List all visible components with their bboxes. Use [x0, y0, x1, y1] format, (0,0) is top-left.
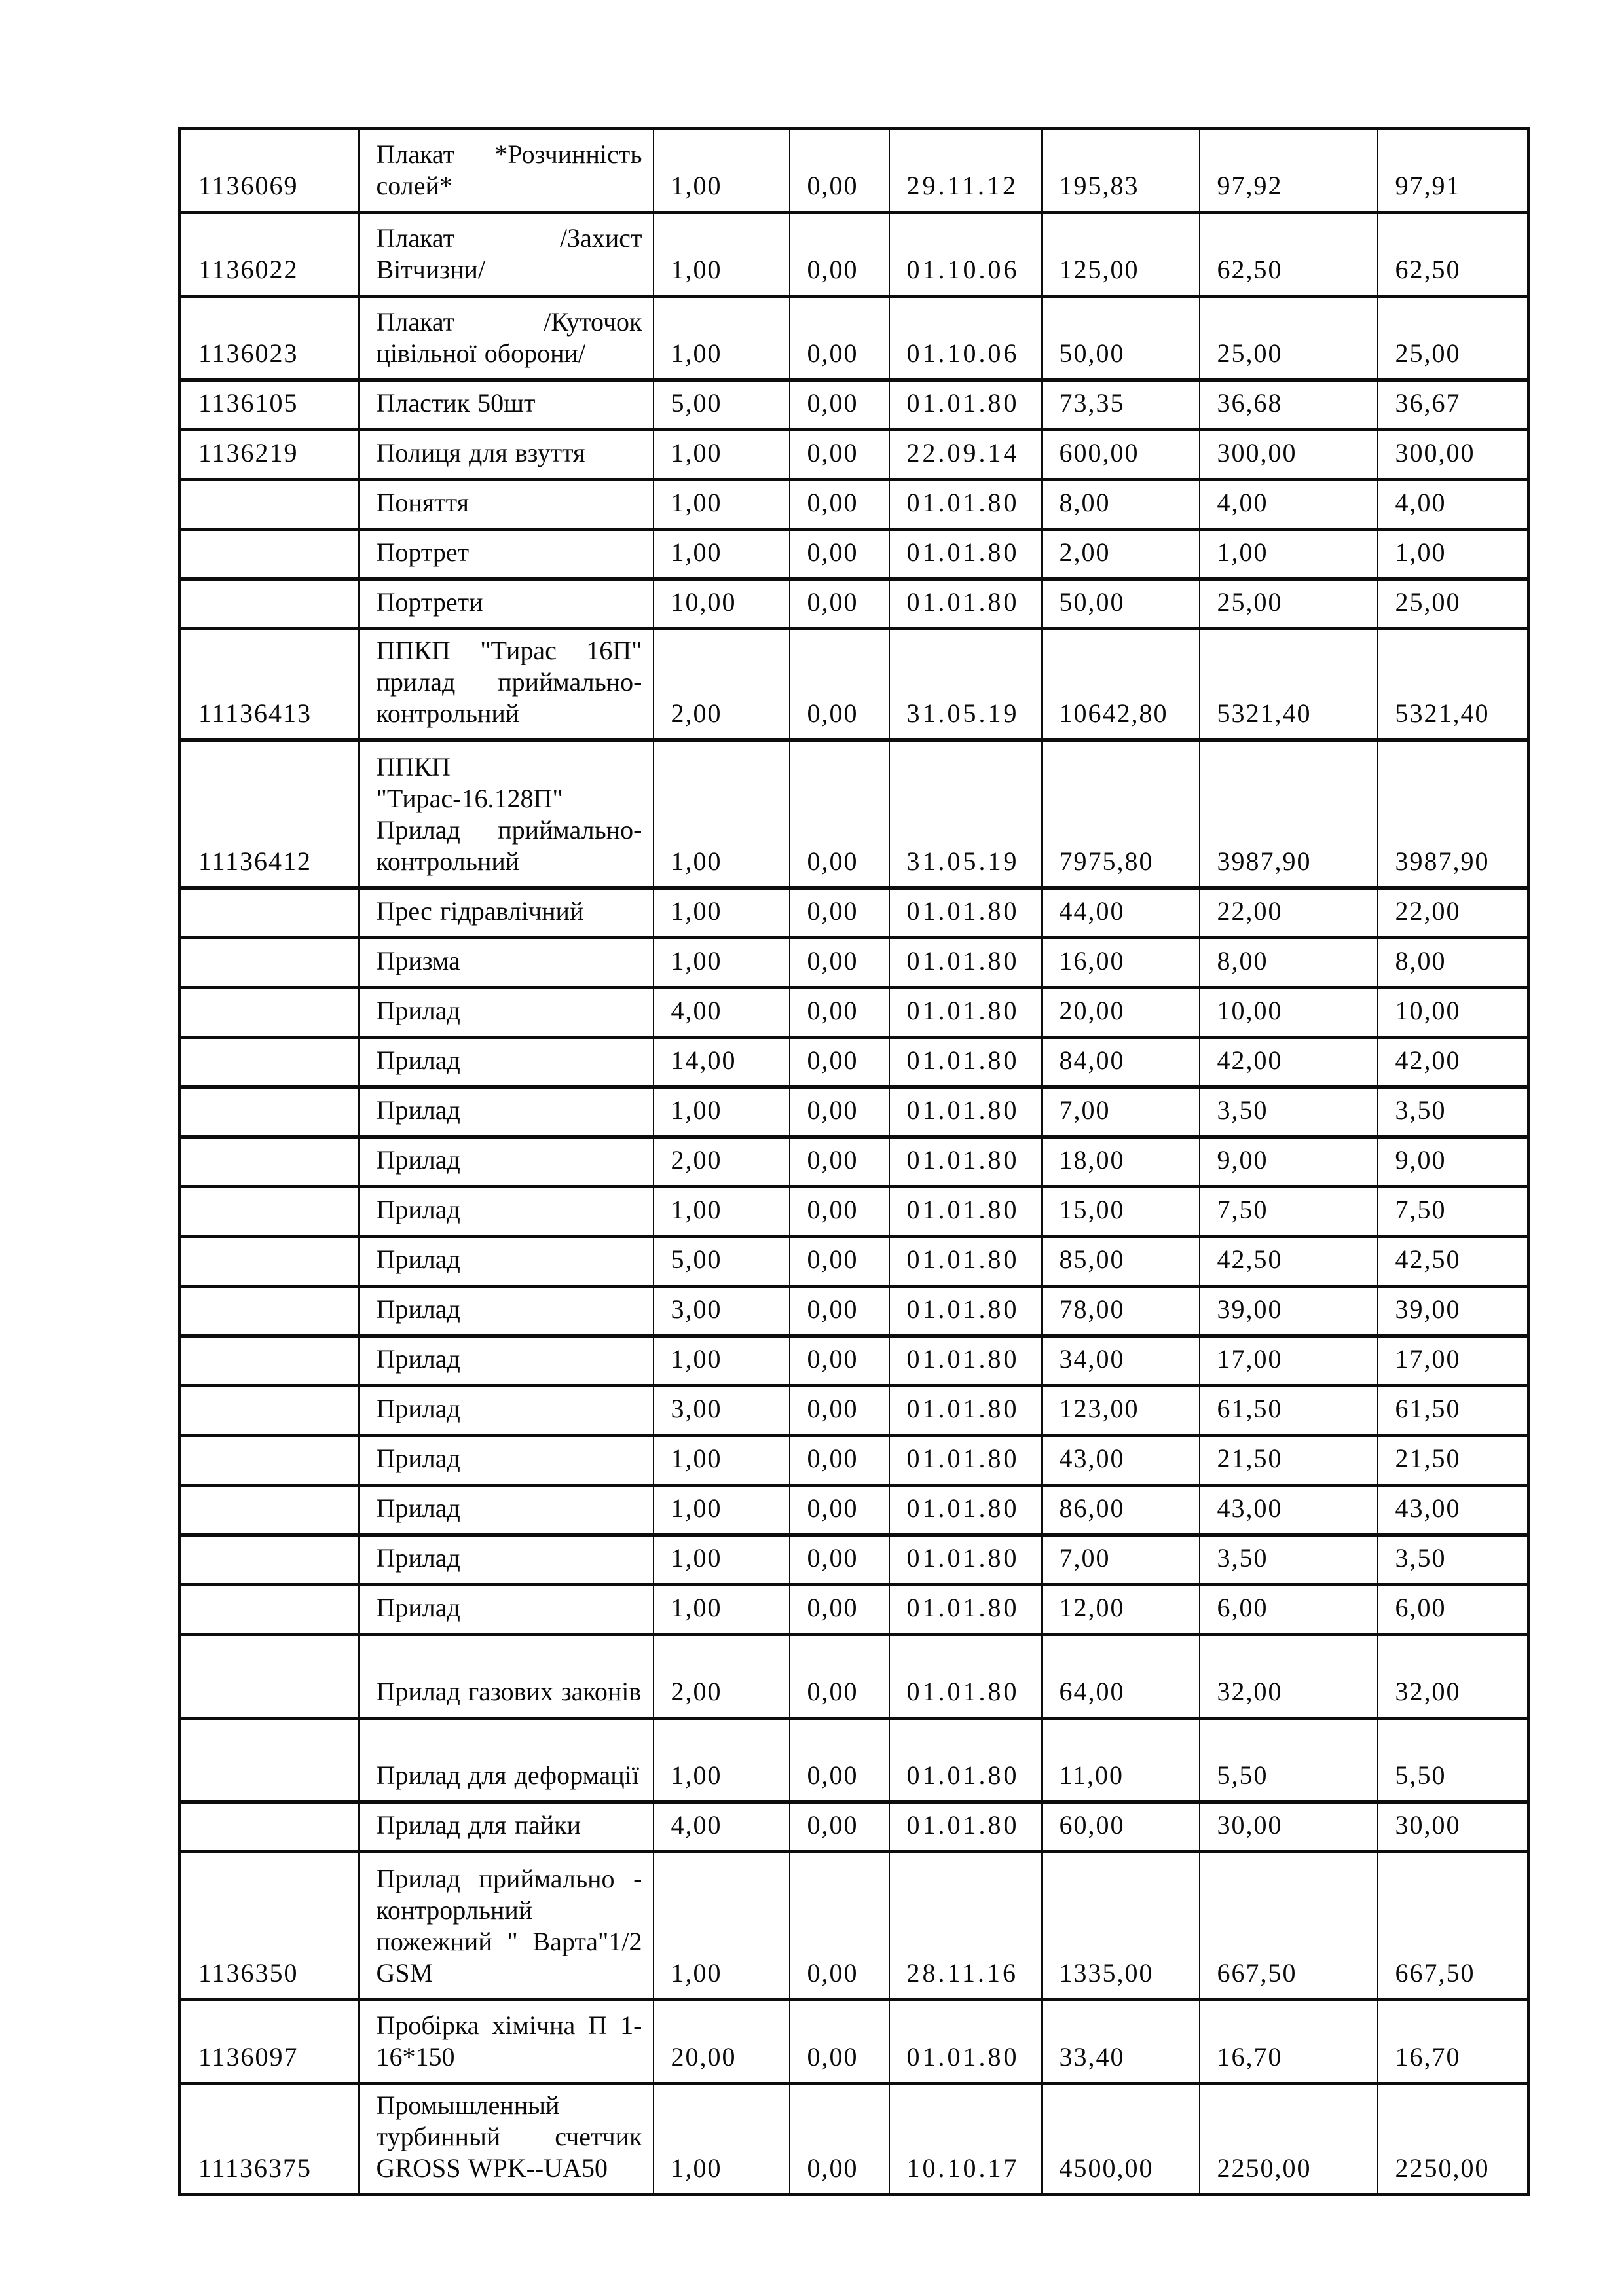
- cell-quantity: 2,00: [654, 1137, 790, 1187]
- cell-item-name: Прилад газових законів: [359, 1635, 654, 1719]
- cell-initial-cost: 50,00: [1042, 297, 1200, 380]
- cell-date: 01.10.06: [889, 213, 1042, 297]
- cell-zero-value: 0,00: [790, 1137, 889, 1187]
- cell-inventory-number: [180, 1719, 359, 1802]
- cell-item-name: Прилад: [359, 1386, 654, 1436]
- cell-initial-cost: 43,00: [1042, 1436, 1200, 1485]
- cell-date: 01.01.80: [889, 1038, 1042, 1087]
- cell-item-name: Пластик 50шт: [359, 380, 654, 430]
- cell-item-name: Прилад: [359, 1436, 654, 1485]
- cell-zero-value: 0,00: [790, 1635, 889, 1719]
- cell-zero-value: 0,00: [790, 2000, 889, 2084]
- cell-date: 28.11.16: [889, 1852, 1042, 2000]
- cell-quantity: 10,00: [654, 579, 790, 629]
- cell-amount-1: 3,50: [1200, 1087, 1378, 1137]
- cell-amount-1: 97,92: [1200, 129, 1378, 213]
- cell-quantity: 1,00: [654, 430, 790, 480]
- cell-initial-cost: 78,00: [1042, 1286, 1200, 1336]
- cell-amount-1: 4,00: [1200, 480, 1378, 530]
- cell-zero-value: 0,00: [790, 480, 889, 530]
- cell-inventory-number: [180, 1386, 359, 1436]
- cell-amount-2: 1,00: [1378, 530, 1529, 579]
- cell-amount-2: 16,70: [1378, 2000, 1529, 2084]
- cell-amount-2: 30,00: [1378, 1802, 1529, 1852]
- cell-initial-cost: 20,00: [1042, 988, 1200, 1038]
- cell-amount-2: 25,00: [1378, 297, 1529, 380]
- cell-initial-cost: 7,00: [1042, 1535, 1200, 1585]
- cell-amount-2: 42,50: [1378, 1237, 1529, 1286]
- cell-amount-1: 43,00: [1200, 1485, 1378, 1535]
- cell-zero-value: 0,00: [790, 988, 889, 1038]
- cell-quantity: 1,00: [654, 1087, 790, 1137]
- cell-amount-1: 16,70: [1200, 2000, 1378, 2084]
- cell-initial-cost: 73,35: [1042, 380, 1200, 430]
- cell-zero-value: 0,00: [790, 938, 889, 988]
- cell-inventory-number: [180, 1038, 359, 1087]
- cell-initial-cost: 64,00: [1042, 1635, 1200, 1719]
- table-row: [180, 1436, 1529, 1485]
- cell-item-name: Прилад: [359, 1038, 654, 1087]
- cell-date: 01.01.80: [889, 1802, 1042, 1852]
- cell-initial-cost: 11,00: [1042, 1719, 1200, 1802]
- table-row: [180, 380, 1529, 430]
- cell-item-name: Прилад: [359, 1137, 654, 1187]
- cell-initial-cost: 50,00: [1042, 579, 1200, 629]
- cell-inventory-number: 11136412: [180, 740, 359, 888]
- cell-zero-value: 0,00: [790, 1386, 889, 1436]
- cell-item-name: Прилад: [359, 1485, 654, 1535]
- cell-initial-cost: 10642,80: [1042, 629, 1200, 740]
- cell-date: 01.01.80: [889, 1286, 1042, 1336]
- cell-zero-value: 0,00: [790, 1187, 889, 1237]
- cell-amount-2: 5,50: [1378, 1719, 1529, 1802]
- cell-amount-2: 8,00: [1378, 938, 1529, 988]
- cell-date: 01.01.80: [889, 380, 1042, 430]
- cell-item-name: Прилад: [359, 1187, 654, 1237]
- cell-inventory-number: 1136097: [180, 2000, 359, 2084]
- table-body: [180, 129, 1529, 2195]
- cell-zero-value: 0,00: [790, 1802, 889, 1852]
- cell-quantity: 1,00: [654, 1719, 790, 1802]
- cell-amount-2: 2250,00: [1378, 2084, 1529, 2195]
- cell-inventory-number: 1136219: [180, 430, 359, 480]
- table-row: [180, 1137, 1529, 1187]
- cell-initial-cost: 7,00: [1042, 1087, 1200, 1137]
- cell-date: 01.01.80: [889, 1535, 1042, 1585]
- cell-quantity: 1,00: [654, 213, 790, 297]
- cell-initial-cost: 125,00: [1042, 213, 1200, 297]
- cell-amount-1: 30,00: [1200, 1802, 1378, 1852]
- table-row: [180, 1535, 1529, 1585]
- cell-date: 29.11.12: [889, 129, 1042, 213]
- cell-zero-value: 0,00: [790, 1852, 889, 2000]
- cell-quantity: 20,00: [654, 2000, 790, 2084]
- cell-amount-2: 10,00: [1378, 988, 1529, 1038]
- cell-initial-cost: 600,00: [1042, 430, 1200, 480]
- cell-amount-1: 25,00: [1200, 297, 1378, 380]
- cell-amount-2: 7,50: [1378, 1187, 1529, 1237]
- cell-date: 01.01.80: [889, 1237, 1042, 1286]
- cell-inventory-number: [180, 1137, 359, 1187]
- cell-initial-cost: 1335,00: [1042, 1852, 1200, 2000]
- cell-amount-2: 39,00: [1378, 1286, 1529, 1336]
- cell-amount-1: 5,50: [1200, 1719, 1378, 1802]
- table-row: [180, 1852, 1529, 2000]
- cell-item-name: Поняття: [359, 480, 654, 530]
- table-row: [180, 1336, 1529, 1386]
- cell-date: 01.01.80: [889, 579, 1042, 629]
- cell-zero-value: 0,00: [790, 1286, 889, 1336]
- cell-amount-1: 3987,90: [1200, 740, 1378, 888]
- cell-inventory-number: [180, 1585, 359, 1635]
- cell-item-name: Плакат /Куточок цівільної оборони/: [359, 297, 654, 380]
- cell-date: 01.01.80: [889, 1087, 1042, 1137]
- cell-amount-1: 42,00: [1200, 1038, 1378, 1087]
- cell-item-name: ППКП "Тирас 16П" прилад приймально-контрольний: [359, 629, 654, 740]
- table-row: [180, 129, 1529, 213]
- cell-initial-cost: 34,00: [1042, 1336, 1200, 1386]
- cell-date: 10.10.17: [889, 2084, 1042, 2195]
- cell-zero-value: 0,00: [790, 740, 889, 888]
- cell-item-name: Портрет: [359, 530, 654, 579]
- cell-zero-value: 0,00: [790, 629, 889, 740]
- cell-amount-1: 1,00: [1200, 530, 1378, 579]
- table-row: [180, 1585, 1529, 1635]
- cell-inventory-number: [180, 988, 359, 1038]
- cell-initial-cost: 4500,00: [1042, 2084, 1200, 2195]
- cell-item-name: Полиця для взуття: [359, 430, 654, 480]
- cell-zero-value: 0,00: [790, 1038, 889, 1087]
- cell-inventory-number: [180, 1286, 359, 1336]
- cell-initial-cost: 86,00: [1042, 1485, 1200, 1535]
- cell-amount-2: 32,00: [1378, 1635, 1529, 1719]
- cell-inventory-number: 11136375: [180, 2084, 359, 2195]
- cell-date: 01.01.80: [889, 1436, 1042, 1485]
- cell-date: 31.05.19: [889, 740, 1042, 888]
- cell-item-name: Прилад приймально - контрорльний пожежний " Варта"1/2 GSM: [359, 1852, 654, 2000]
- cell-initial-cost: 15,00: [1042, 1187, 1200, 1237]
- cell-amount-2: 43,00: [1378, 1485, 1529, 1535]
- cell-inventory-number: 1136022: [180, 213, 359, 297]
- cell-initial-cost: 195,83: [1042, 129, 1200, 213]
- cell-item-name: Прилад: [359, 1535, 654, 1585]
- cell-item-name: Призма: [359, 938, 654, 988]
- cell-inventory-number: [180, 888, 359, 938]
- table-row: [180, 1485, 1529, 1535]
- cell-zero-value: 0,00: [790, 129, 889, 213]
- cell-zero-value: 0,00: [790, 430, 889, 480]
- cell-amount-2: 21,50: [1378, 1436, 1529, 1485]
- cell-quantity: 2,00: [654, 629, 790, 740]
- cell-amount-1: 32,00: [1200, 1635, 1378, 1719]
- cell-initial-cost: 84,00: [1042, 1038, 1200, 1087]
- cell-zero-value: 0,00: [790, 888, 889, 938]
- cell-zero-value: 0,00: [790, 2084, 889, 2195]
- inventory-table: [178, 127, 1530, 2196]
- cell-quantity: 1,00: [654, 1485, 790, 1535]
- cell-amount-1: 17,00: [1200, 1336, 1378, 1386]
- cell-quantity: 1,00: [654, 1852, 790, 2000]
- cell-item-name: Плакат *Розчинність солей*: [359, 129, 654, 213]
- cell-date: 01.01.80: [889, 1336, 1042, 1386]
- cell-item-name: Плакат /Захист Вітчизни/: [359, 213, 654, 297]
- table-row: [180, 988, 1529, 1038]
- cell-amount-1: 62,50: [1200, 213, 1378, 297]
- cell-amount-2: 3987,90: [1378, 740, 1529, 888]
- cell-amount-1: 5321,40: [1200, 629, 1378, 740]
- cell-amount-1: 7,50: [1200, 1187, 1378, 1237]
- table-row: [180, 579, 1529, 629]
- cell-quantity: 1,00: [654, 530, 790, 579]
- cell-amount-1: 3,50: [1200, 1535, 1378, 1585]
- cell-item-name: Прилад для пайки: [359, 1802, 654, 1852]
- cell-date: 01.01.80: [889, 1187, 1042, 1237]
- cell-initial-cost: 18,00: [1042, 1137, 1200, 1187]
- cell-inventory-number: [180, 1336, 359, 1386]
- cell-zero-value: 0,00: [790, 1719, 889, 1802]
- cell-zero-value: 0,00: [790, 1237, 889, 1286]
- cell-amount-2: 300,00: [1378, 430, 1529, 480]
- cell-zero-value: 0,00: [790, 579, 889, 629]
- cell-zero-value: 0,00: [790, 1436, 889, 1485]
- cell-inventory-number: [180, 938, 359, 988]
- cell-amount-2: 17,00: [1378, 1336, 1529, 1386]
- table-row: [180, 1087, 1529, 1137]
- cell-inventory-number: [180, 1802, 359, 1852]
- table-row: [180, 2084, 1529, 2195]
- cell-amount-2: 5321,40: [1378, 629, 1529, 740]
- cell-date: 01.01.80: [889, 1585, 1042, 1635]
- cell-inventory-number: 1136069: [180, 129, 359, 213]
- cell-amount-1: 42,50: [1200, 1237, 1378, 1286]
- cell-date: 01.01.80: [889, 1485, 1042, 1535]
- cell-zero-value: 0,00: [790, 1336, 889, 1386]
- cell-initial-cost: 7975,80: [1042, 740, 1200, 888]
- cell-date: 01.01.80: [889, 530, 1042, 579]
- cell-amount-2: 36,67: [1378, 380, 1529, 430]
- table-row: [180, 1719, 1529, 1802]
- cell-zero-value: 0,00: [790, 1485, 889, 1535]
- cell-item-name: ППКП "Тирас-16.128П" Прилад приймально-контрольний: [359, 740, 654, 888]
- cell-inventory-number: 1136105: [180, 380, 359, 430]
- cell-amount-2: 22,00: [1378, 888, 1529, 938]
- cell-initial-cost: 44,00: [1042, 888, 1200, 938]
- cell-inventory-number: [180, 1635, 359, 1719]
- table-row: [180, 530, 1529, 579]
- cell-amount-1: 36,68: [1200, 380, 1378, 430]
- cell-date: 01.01.80: [889, 2000, 1042, 2084]
- cell-zero-value: 0,00: [790, 297, 889, 380]
- cell-item-name: Прилад: [359, 1585, 654, 1635]
- table-row: [180, 938, 1529, 988]
- cell-inventory-number: [180, 1087, 359, 1137]
- cell-amount-1: 9,00: [1200, 1137, 1378, 1187]
- table-row: [180, 480, 1529, 530]
- cell-amount-1: 6,00: [1200, 1585, 1378, 1635]
- table-row: [180, 297, 1529, 380]
- cell-date: 22.09.14: [889, 430, 1042, 480]
- cell-zero-value: 0,00: [790, 213, 889, 297]
- cell-item-name: Прилад для деформації: [359, 1719, 654, 1802]
- cell-quantity: 14,00: [654, 1038, 790, 1087]
- cell-inventory-number: [180, 1485, 359, 1535]
- cell-quantity: 1,00: [654, 1436, 790, 1485]
- table-row: [180, 1038, 1529, 1087]
- cell-date: 01.01.80: [889, 1719, 1042, 1802]
- cell-amount-2: 667,50: [1378, 1852, 1529, 2000]
- cell-item-name: Прилад: [359, 1286, 654, 1336]
- cell-quantity: 1,00: [654, 129, 790, 213]
- table-row: [180, 1635, 1529, 1719]
- cell-inventory-number: 1136350: [180, 1852, 359, 2000]
- cell-amount-1: 21,50: [1200, 1436, 1378, 1485]
- cell-amount-1: 25,00: [1200, 579, 1378, 629]
- cell-amount-1: 667,50: [1200, 1852, 1378, 2000]
- table-row: [180, 1187, 1529, 1237]
- cell-quantity: 1,00: [654, 2084, 790, 2195]
- cell-amount-2: 42,00: [1378, 1038, 1529, 1087]
- cell-quantity: 1,00: [654, 480, 790, 530]
- cell-zero-value: 0,00: [790, 1535, 889, 1585]
- cell-quantity: 1,00: [654, 297, 790, 380]
- cell-amount-2: 3,50: [1378, 1535, 1529, 1585]
- cell-date: 01.01.80: [889, 988, 1042, 1038]
- cell-zero-value: 0,00: [790, 1087, 889, 1137]
- table-row: [180, 1237, 1529, 1286]
- cell-quantity: 2,00: [654, 1635, 790, 1719]
- table-row: [180, 1802, 1529, 1852]
- cell-amount-1: 8,00: [1200, 938, 1378, 988]
- table-row: [180, 430, 1529, 480]
- table-row: [180, 1386, 1529, 1436]
- cell-date: 01.01.80: [889, 1137, 1042, 1187]
- cell-quantity: 5,00: [654, 1237, 790, 1286]
- cell-initial-cost: 123,00: [1042, 1386, 1200, 1436]
- table-row: [180, 888, 1529, 938]
- cell-initial-cost: 2,00: [1042, 530, 1200, 579]
- cell-zero-value: 0,00: [790, 1585, 889, 1635]
- cell-date: 01.10.06: [889, 297, 1042, 380]
- cell-amount-2: 97,91: [1378, 129, 1529, 213]
- cell-zero-value: 0,00: [790, 530, 889, 579]
- cell-inventory-number: [180, 1535, 359, 1585]
- cell-quantity: 1,00: [654, 1336, 790, 1386]
- cell-quantity: 3,00: [654, 1386, 790, 1436]
- cell-amount-2: 62,50: [1378, 213, 1529, 297]
- cell-initial-cost: 60,00: [1042, 1802, 1200, 1852]
- table-row: [180, 1286, 1529, 1336]
- cell-item-name: Прилад: [359, 1237, 654, 1286]
- cell-inventory-number: [180, 1436, 359, 1485]
- cell-amount-2: 9,00: [1378, 1137, 1529, 1187]
- cell-amount-1: 22,00: [1200, 888, 1378, 938]
- cell-date: 01.01.80: [889, 1635, 1042, 1719]
- cell-quantity: 3,00: [654, 1286, 790, 1336]
- cell-inventory-number: [180, 480, 359, 530]
- cell-quantity: 1,00: [654, 888, 790, 938]
- cell-inventory-number: [180, 530, 359, 579]
- cell-quantity: 1,00: [654, 1535, 790, 1585]
- cell-item-name: Прес гідравлічний: [359, 888, 654, 938]
- cell-quantity: 4,00: [654, 988, 790, 1038]
- table-row: [180, 740, 1529, 888]
- cell-item-name: Прилад: [359, 1336, 654, 1386]
- cell-inventory-number: [180, 1237, 359, 1286]
- cell-quantity: 5,00: [654, 380, 790, 430]
- table-row: [180, 629, 1529, 740]
- cell-amount-1: 39,00: [1200, 1286, 1378, 1336]
- cell-quantity: 1,00: [654, 740, 790, 888]
- cell-initial-cost: 12,00: [1042, 1585, 1200, 1635]
- cell-amount-2: 25,00: [1378, 579, 1529, 629]
- cell-date: 01.01.80: [889, 938, 1042, 988]
- cell-date: 01.01.80: [889, 1386, 1042, 1436]
- cell-amount-1: 300,00: [1200, 430, 1378, 480]
- table-row: [180, 213, 1529, 297]
- cell-date: 01.01.80: [889, 888, 1042, 938]
- cell-date: 31.05.19: [889, 629, 1042, 740]
- cell-amount-2: 6,00: [1378, 1585, 1529, 1635]
- cell-initial-cost: 16,00: [1042, 938, 1200, 988]
- cell-initial-cost: 33,40: [1042, 2000, 1200, 2084]
- cell-amount-2: 61,50: [1378, 1386, 1529, 1436]
- cell-quantity: 1,00: [654, 1187, 790, 1237]
- cell-amount-1: 10,00: [1200, 988, 1378, 1038]
- cell-amount-1: 2250,00: [1200, 2084, 1378, 2195]
- cell-initial-cost: 8,00: [1042, 480, 1200, 530]
- cell-inventory-number: [180, 579, 359, 629]
- cell-amount-2: 4,00: [1378, 480, 1529, 530]
- cell-item-name: Портрети: [359, 579, 654, 629]
- cell-amount-2: 3,50: [1378, 1087, 1529, 1137]
- cell-date: 01.01.80: [889, 480, 1042, 530]
- cell-quantity: 1,00: [654, 938, 790, 988]
- cell-inventory-number: 11136413: [180, 629, 359, 740]
- cell-zero-value: 0,00: [790, 380, 889, 430]
- cell-item-name: Промышленный турбинный счетчик GROSS WPK--UA50: [359, 2084, 654, 2195]
- cell-quantity: 1,00: [654, 1585, 790, 1635]
- cell-quantity: 4,00: [654, 1802, 790, 1852]
- cell-amount-1: 61,50: [1200, 1386, 1378, 1436]
- cell-item-name: Пробірка хімічна П 1-16*150: [359, 2000, 654, 2084]
- cell-inventory-number: 1136023: [180, 297, 359, 380]
- cell-item-name: Прилад: [359, 988, 654, 1038]
- cell-initial-cost: 85,00: [1042, 1237, 1200, 1286]
- table-row: [180, 2000, 1529, 2084]
- cell-inventory-number: [180, 1187, 359, 1237]
- cell-item-name: Прилад: [359, 1087, 654, 1137]
